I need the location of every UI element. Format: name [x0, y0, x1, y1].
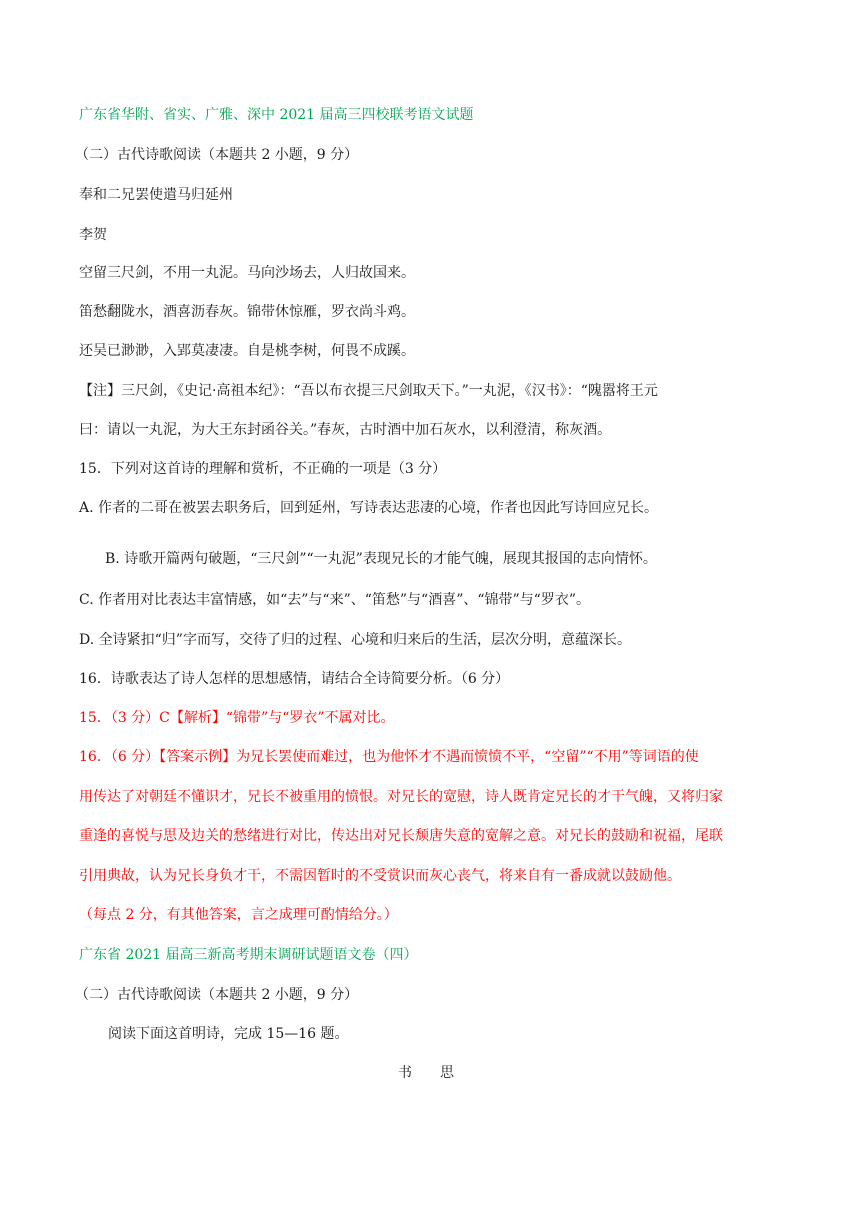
question-16: 16．诗歌表达了诗人怎样的思想感情，请结合全诗简要分析。（6 分）	[79, 671, 510, 687]
poem-line-1: 空留三尺剑，不用一丸泥。马向沙场去，人归故国来。	[79, 265, 415, 281]
option-15-a: A. 作者的二哥在被罢去职务后，回到延州，写诗表达悲凄的心境，作者也因此写诗回应兄长。	[79, 500, 659, 516]
answer-16-line-2: 用传达了对朝廷不懂识才，兄长不被重用的愤恨。对兄长的宽慰，诗人既肯定兄长的才干气魄，又将归家	[79, 789, 723, 805]
poem-line-2: 笛愁翻陇水，酒喜沥春灰。锦带休惊雁，罗衣尚斗鸡。	[79, 304, 415, 320]
answer-15: 15．（3 分）C【解析】“锦带”与“罗衣”不属对比。	[79, 710, 395, 726]
answer-16-line-3: 重逢的喜悦与思及边关的愁绪进行对比，传达出对兄长颓唐失意的宽解之意。对兄长的鼓励和祝福，尾联	[79, 828, 723, 844]
reading-instruction: 阅读下面这首明诗，完成 15—16 题。	[108, 1026, 349, 1042]
annotation-line-1: 【注】三尺剑，《史记·高祖本纪》：“吾以布衣提三尺剑取天下。”一丸泥，《汉书》：“隗嚣将王元	[79, 383, 658, 399]
poem-title-2: 书 思	[398, 1065, 454, 1081]
source-title-1: 广东省华附、省实、广雅、深中 2021 届高三四校联考语文试题	[79, 107, 474, 123]
annotation-line-2: 曰：请以一丸泥，为大王东封函谷关。”春灰，古时酒中加石灰水，以利澄清，称灰酒。	[79, 422, 612, 438]
answer-16-line-4: 引用典故，认为兄长身负才干，不需因暂时的不受赏识而灰心丧气，将来自有一番成就以鼓励他。	[79, 868, 681, 884]
poem-line-3: 还吴已渺渺，入郢莫凄凄。自是桃李树，何畏不成蹊。	[79, 343, 415, 359]
section-heading-2: （二）古代诗歌阅读（本题共 2 小题，9 分）	[75, 987, 359, 1003]
section-heading-1: （二）古代诗歌阅读（本题共 2 小题，9 分）	[75, 147, 359, 163]
option-15-c: C. 作者用对比表达丰富情感，如“去”与“来”、“笛愁”与“酒喜”、“锦带”与“罗衣”。	[79, 592, 590, 608]
answer-16-line-1: 16．（6 分）【答案示例】为兄长罢使而难过，也为他怀才不遇而愤愤不平，“空留”“不用”等词语的使	[79, 749, 699, 765]
option-15-d: D. 全诗紧扣“归”字而写，交待了归的过程、心境和归来后的生活，层次分明，意蕴深长。	[79, 632, 631, 648]
option-15-b: B. 诗歌开篇两句破题，“三尺剑”“一丸泥”表现兄长的才能气魄，展现其报国的志向情怀。	[105, 551, 657, 567]
poem-title-1: 奉和二兄罢使遣马归延州	[79, 187, 233, 203]
source-title-2: 广东省 2021 届高三新高考期末调研试题语文卷（四）	[79, 947, 418, 963]
poem-author-1: 李贺	[79, 227, 107, 243]
question-15: 15．下列对这首诗的理解和赏析，不正确的一项是（3 分）	[79, 461, 447, 477]
answer-scoring-note: （每点 2 分，有其他答案，言之成理可酌情给分。）	[79, 907, 398, 923]
